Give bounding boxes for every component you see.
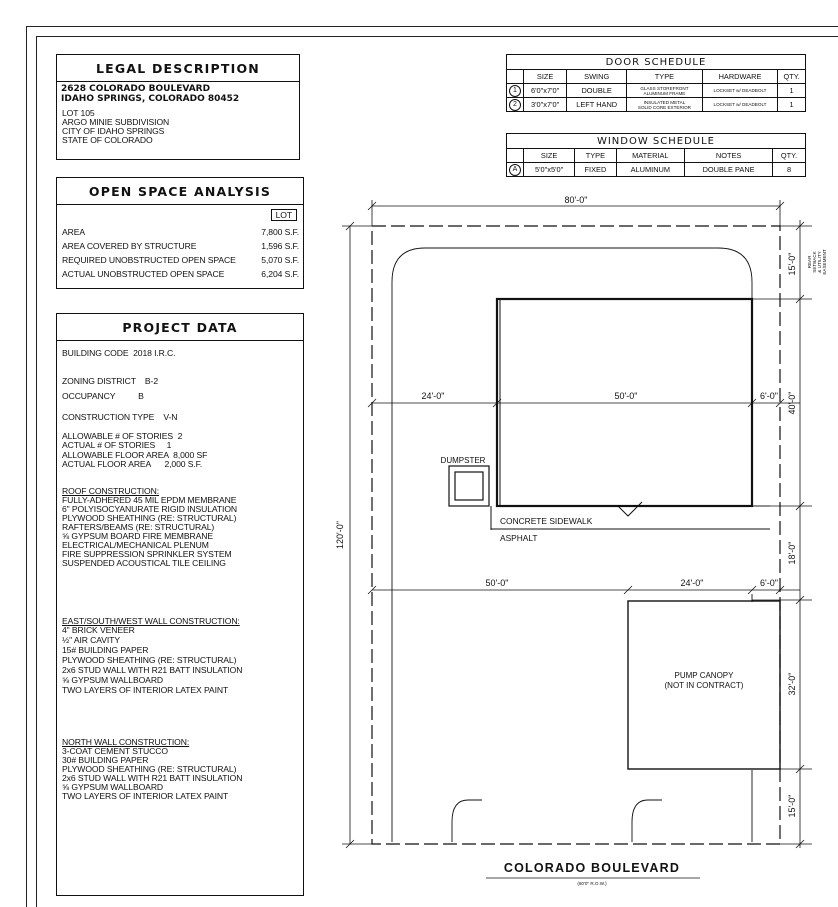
roof-line: 6" POLYISOCYANURATE RIGID INSULATION — [62, 504, 238, 514]
north-wall-line: 30# BUILDING PAPER — [62, 755, 149, 765]
legal-line: ARGO MINIE SUBDIVISION — [62, 117, 170, 127]
roof-line: ⅝ GYPSUM BOARD FIRE MEMBRANE — [62, 531, 213, 541]
dim-50-upper: 50'-0" — [614, 391, 638, 401]
door-schedule-title: DOOR SCHEDULE — [507, 55, 806, 70]
open-space-row-label: REQUIRED UNOBSTRUCTED OPEN SPACE — [62, 255, 236, 265]
esw-wall-line: 2x6 STUD WALL WITH R21 BATT INSULATION — [62, 665, 243, 675]
property-line — [372, 226, 780, 844]
window-material: ALUMINUM — [616, 163, 685, 177]
north-wall-line: 2x6 STUD WALL WITH R21 BATT INSULATION — [62, 773, 243, 783]
esw-wall-line: ⅝ GYPSUM WALLBOARD — [62, 675, 164, 685]
window-header-size: SIZE — [524, 149, 575, 163]
door-header-type: TYPE — [627, 70, 703, 84]
dim-right-40: 40'-0" — [787, 391, 797, 415]
legal-line: LOT 105 — [62, 108, 95, 118]
open-space-row-value: 1,596 S.F. — [261, 241, 299, 251]
door-qty: 1 — [778, 84, 806, 98]
sidewalk-label: CONCRETE SIDEWALK — [500, 516, 593, 526]
project-construction-type: CONSTRUCTION TYPE V-N — [62, 412, 178, 422]
open-space-row-label: AREA COVERED BY STRUCTURE — [62, 241, 197, 251]
dim-right-32: 32'-0" — [787, 672, 797, 696]
roof-line: FULLY-ADHERED 45 MIL EPDM MEMBRANE — [62, 495, 237, 505]
dumpster-bin — [455, 472, 483, 500]
door-hardware: LOCKSET w/ DEADBOLT — [702, 98, 777, 112]
door-mark-circle: 1 — [509, 85, 521, 97]
legal-address-line1: 2628 COLORADO BOULEVARD — [61, 84, 211, 94]
open-space-row-label: AREA — [62, 227, 86, 237]
window-header-type: TYPE — [575, 149, 616, 163]
north-wall-line: TWO LAYERS OF INTERIOR LATEX PAINT — [62, 791, 229, 801]
esw-wall-line: PLYWOOD SHEATHING (RE: STRUCTURAL) — [62, 655, 237, 665]
door-hardware: LOCKSET w/ DEADBOLT — [702, 84, 777, 98]
dim-24-upper: 24'-0" — [421, 391, 445, 401]
north-wall-line: 3-COAT CEMENT STUCCO — [62, 746, 168, 756]
door-qty: 1 — [778, 98, 806, 112]
esw-wall-heading: EAST/SOUTH/WEST WALL CONSTRUCTION: — [62, 616, 240, 626]
dim-24-lower: 24'-0" — [680, 578, 704, 588]
driveway-left — [452, 800, 482, 842]
door-swing — [618, 502, 642, 516]
window-mark-circle: A — [509, 164, 521, 176]
door-size: 3'0"x7'0" — [524, 98, 567, 112]
door-type-line: ALUMINUM FRAME — [643, 90, 686, 96]
window-qty: 8 — [773, 163, 806, 177]
door-header-hardware: HARDWARE — [702, 70, 777, 84]
door-swing: DOUBLE — [567, 84, 627, 98]
north-wall-line: ⅝ GYPSUM WALLBOARD — [62, 782, 164, 792]
open-space-row-value: 7,800 S.F. — [261, 227, 299, 237]
esw-wall-line: TWO LAYERS OF INTERIOR LATEX PAINT — [62, 685, 229, 695]
dim-left-120: 120'-0" — [335, 521, 345, 549]
driveway-right — [632, 800, 662, 842]
north-wall-line: PLYWOOD SHEATHING (RE: STRUCTURAL) — [62, 764, 237, 774]
window-notes: DOUBLE PANE — [685, 163, 773, 177]
north-wall-heading: NORTH WALL CONSTRUCTION: — [62, 737, 190, 747]
project-area-actual: ACTUAL FLOOR AREA 2,000 S.F. — [62, 459, 203, 469]
dim-top-80: 80'-0" — [564, 195, 588, 205]
esw-wall-line: 4" BRICK VENEER — [62, 625, 135, 635]
window-header-qty: QTY. — [773, 149, 806, 163]
door-type-line: SOLID CORE EXTERIOR — [637, 104, 691, 110]
open-space-row-value: 6,204 S.F. — [261, 269, 299, 279]
dim-6-lower: 6'-0" — [760, 578, 778, 588]
legal-line: CITY OF IDAHO SPRINGS — [62, 126, 165, 136]
project-data-title: PROJECT DATA — [57, 314, 303, 341]
open-space-row-label: ACTUAL UNOBSTRUCTED OPEN SPACE — [62, 269, 225, 279]
canopy-label-2: (NOT IN CONTRACT) — [664, 681, 744, 690]
window-size: 5'0"x5'0" — [524, 163, 575, 177]
dim-right-18: 18'-0" — [787, 541, 797, 565]
street-row-note: (60'0" R.O.W.) — [577, 881, 607, 886]
roof-line: SUSPENDED ACOUSTICAL TILE CEILING — [62, 558, 226, 568]
easement-label: SETBACK — [812, 251, 817, 273]
esw-wall-line: 15# BUILDING PAPER — [62, 645, 149, 655]
legal-description-title: LEGAL DESCRIPTION — [57, 55, 299, 82]
door-mark-circle: 2 — [509, 99, 521, 111]
project-area-allowable: ALLOWABLE FLOOR AREA 8,000 SF — [62, 450, 208, 460]
easement-label: EASEMENT — [822, 249, 827, 275]
dim-right-15-top: 15'-0" — [787, 252, 797, 276]
roof-line: FIRE SUPPRESSION SPRINKLER SYSTEM — [62, 549, 232, 559]
project-stories-actual: ACTUAL # OF STORIES 1 — [62, 440, 172, 450]
roof-line: ELECTRICAL/MECHANICAL PLENUM — [62, 540, 209, 550]
street-name: COLORADO BOULEVARD — [503, 861, 681, 875]
door-type-line: GLASS STOREFRONT — [640, 85, 689, 91]
easement-label: & UTILITY — [817, 251, 822, 273]
dim-50-lower: 50'-0" — [485, 578, 509, 588]
roof-line: RAFTERS/BEAMS (RE: STRUCTURAL) — [62, 522, 215, 532]
open-space-title: OPEN SPACE ANALYSIS — [57, 178, 303, 205]
project-building-code: BUILDING CODE 2018 I.R.C. — [62, 348, 176, 358]
legal-line: STATE OF COLORADO — [62, 135, 153, 145]
door-header-qty: QTY. — [778, 70, 806, 84]
project-stories-allowable: ALLOWABLE # OF STORIES 2 — [62, 431, 183, 441]
window-header-material: MATERIAL — [616, 149, 685, 163]
window-type: FIXED — [575, 163, 616, 177]
door-size: 6'0"x7'0" — [524, 84, 567, 98]
door-header-size: SIZE — [524, 70, 567, 84]
project-occupancy: OCCUPANCY B — [62, 391, 144, 401]
asphalt-label: ASPHALT — [500, 533, 538, 543]
roof-construction-heading: ROOF CONSTRUCTION: — [62, 486, 160, 496]
project-zoning: ZONING DISTRICT B-2 — [62, 376, 158, 386]
paving-outline-bottom — [392, 770, 752, 842]
door-header-swing: SWING — [567, 70, 627, 84]
open-space-row-value: 5,070 S.F. — [261, 255, 299, 265]
dim-6-upper: 6'-0" — [760, 391, 778, 401]
door-swing: LEFT HAND — [567, 98, 627, 112]
window-schedule-title: WINDOW SCHEDULE — [507, 134, 806, 149]
legal-address-line2: IDAHO SPRINGS, COLORADO 80452 — [61, 94, 240, 104]
canopy-label-1: PUMP CANOPY — [674, 671, 734, 680]
esw-wall-line: ½" AIR CAVITY — [62, 635, 120, 645]
easement-label: REAR — [807, 255, 812, 269]
open-space-lot-label: LOT — [271, 209, 297, 221]
paving-outline — [392, 248, 752, 842]
roof-line: PLYWOOD SHEATHING (RE: STRUCTURAL) — [62, 513, 237, 523]
door-type-line: INSULATED METAL — [643, 99, 686, 105]
dim-right-15-bottom: 15'-0" — [787, 794, 797, 818]
dumpster-label: DUMPSTER — [440, 456, 486, 465]
building-footprint — [497, 299, 752, 506]
window-header-notes: NOTES — [685, 149, 773, 163]
